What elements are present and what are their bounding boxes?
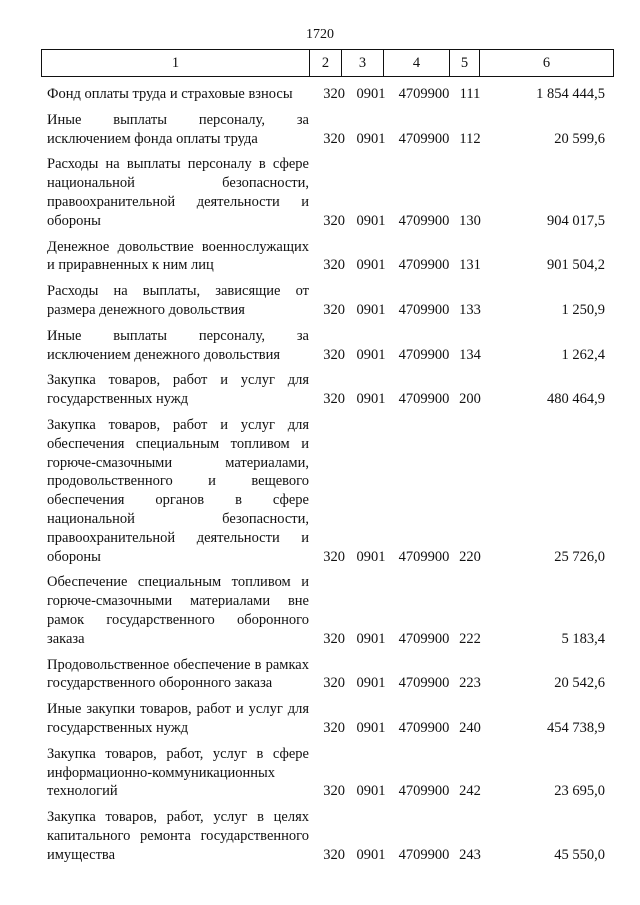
budget-rows bbox=[47, 78, 607, 864]
row-target-code: 4709900 bbox=[398, 130, 450, 147]
row-admin-code: 320 bbox=[323, 86, 345, 102]
table-row bbox=[47, 745, 607, 801]
row-section-code: 0901 bbox=[356, 346, 386, 363]
table-row bbox=[47, 808, 607, 864]
table-row bbox=[47, 573, 607, 648]
row-section-code: 0901 bbox=[356, 846, 386, 863]
row-admin-code: 320 bbox=[323, 301, 345, 318]
row-amount: 45 550,0 bbox=[554, 846, 605, 863]
row-admin-code: 320 bbox=[323, 346, 345, 363]
page-number: 1720 bbox=[306, 27, 334, 42]
table-row bbox=[47, 155, 607, 230]
table-row bbox=[47, 238, 607, 276]
row-section-code: 0901 bbox=[356, 391, 386, 408]
row-section-code: 0901 bbox=[356, 548, 386, 565]
row-expense-type: 243 bbox=[459, 846, 481, 863]
row-amount: 23 695,0 bbox=[554, 783, 605, 800]
row-admin-code: 320 bbox=[323, 783, 345, 800]
row-target-code: 4709900 bbox=[398, 630, 450, 647]
row-name: Фонд оплаты труда и страховые взносы bbox=[47, 86, 293, 102]
row-admin-code: 320 bbox=[323, 846, 345, 863]
row-admin-code: 320 bbox=[323, 719, 345, 736]
row-amount: 904 017,5 bbox=[547, 212, 605, 229]
row-name: Закупка товаров, работ, услуг в целях капитального ремонта государственного имущества bbox=[47, 809, 309, 863]
row-target-code: 4709900 bbox=[398, 86, 450, 102]
row-expense-type: 133 bbox=[459, 301, 481, 318]
table-row bbox=[47, 656, 607, 694]
row-section-code: 0901 bbox=[356, 301, 386, 318]
row-expense-type: 200 bbox=[459, 391, 481, 408]
row-expense-type: 112 bbox=[459, 130, 481, 147]
row-amount: 20 599,6 bbox=[554, 130, 605, 147]
row-target-code: 4709900 bbox=[398, 719, 450, 736]
column-header-5: 5 bbox=[450, 50, 480, 77]
column-header-1: 1 bbox=[42, 50, 310, 77]
column-header-2: 2 bbox=[310, 50, 342, 77]
column-header-3: 3 bbox=[342, 50, 384, 77]
row-target-code: 4709900 bbox=[398, 346, 450, 363]
row-expense-type: 130 bbox=[459, 212, 481, 229]
row-name: Денежное довольствие военнослужащих и приравненных к ним лиц bbox=[47, 238, 309, 274]
row-section-code: 0901 bbox=[356, 257, 386, 274]
row-section-code: 0901 bbox=[356, 86, 386, 102]
row-admin-code: 320 bbox=[323, 675, 345, 692]
row-target-code: 4709900 bbox=[398, 846, 450, 863]
table-row bbox=[47, 282, 607, 320]
table-row bbox=[47, 700, 607, 738]
row-admin-code: 320 bbox=[323, 391, 345, 408]
row-amount: 20 542,6 bbox=[554, 675, 605, 692]
row-target-code: 4709900 bbox=[398, 301, 450, 318]
row-target-code: 4709900 bbox=[398, 783, 450, 800]
row-target-code: 4709900 bbox=[398, 675, 450, 692]
table-row bbox=[47, 85, 607, 104]
row-expense-type: 242 bbox=[459, 783, 481, 800]
row-amount: 1 262,4 bbox=[561, 346, 605, 363]
row-name: Продовольственное обеспечение в рамках государственного оборонного заказа bbox=[47, 656, 309, 692]
table-row bbox=[47, 111, 607, 149]
row-amount: 480 464,9 bbox=[547, 391, 605, 408]
row-amount: 1 854 444,5 bbox=[536, 86, 605, 102]
row-name: Иные закупки товаров, работ и услуг для государственных нужд bbox=[47, 701, 309, 736]
row-admin-code: 320 bbox=[323, 212, 345, 229]
row-name: Иные выплаты персоналу, за исключением денежного довольствия bbox=[47, 327, 309, 363]
table-row bbox=[47, 327, 607, 365]
row-name: Закупка товаров, работ, услуг в сфере информационно-коммуникационных технологий bbox=[47, 745, 309, 800]
row-name: Расходы на выплаты, зависящие от размера денежного довольствия bbox=[47, 283, 309, 318]
row-name: Обеспечение специальным топливом и горюче-смазочными материалами вне рамок государственного оборонного заказа bbox=[47, 574, 309, 647]
row-expense-type: 134 bbox=[459, 346, 481, 363]
row-name: Закупка товаров, работ и услуг для государственных нужд bbox=[47, 372, 309, 408]
row-admin-code: 320 bbox=[323, 548, 345, 565]
table-row bbox=[47, 416, 607, 566]
row-name: Иные выплаты персоналу, за исключением фонда оплаты труда bbox=[47, 111, 309, 147]
row-expense-type: 240 bbox=[459, 719, 481, 736]
table-row bbox=[47, 371, 607, 409]
row-amount: 901 504,2 bbox=[547, 257, 605, 274]
row-amount: 1 250,9 bbox=[561, 301, 605, 318]
row-section-code: 0901 bbox=[356, 630, 386, 647]
row-expense-type: 222 bbox=[459, 630, 481, 647]
row-target-code: 4709900 bbox=[398, 257, 450, 274]
row-amount: 5 183,4 bbox=[561, 630, 605, 647]
row-target-code: 4709900 bbox=[398, 548, 450, 565]
row-admin-code: 320 bbox=[323, 630, 345, 647]
row-amount: 25 726,0 bbox=[554, 548, 605, 565]
row-expense-type: 220 bbox=[459, 548, 481, 565]
column-header-table bbox=[41, 49, 614, 77]
column-header-row bbox=[42, 50, 614, 77]
row-section-code: 0901 bbox=[356, 212, 386, 229]
row-target-code: 4709900 bbox=[398, 391, 450, 408]
row-amount: 454 738,9 bbox=[547, 719, 605, 736]
row-admin-code: 320 bbox=[323, 257, 345, 274]
row-admin-code: 320 bbox=[323, 130, 345, 147]
column-header-6: 6 bbox=[480, 50, 614, 77]
row-section-code: 0901 bbox=[356, 675, 386, 692]
row-expense-type: 111 bbox=[459, 86, 481, 102]
row-expense-type: 131 bbox=[459, 257, 481, 274]
row-section-code: 0901 bbox=[356, 783, 386, 800]
row-section-code: 0901 bbox=[356, 130, 386, 147]
column-header-4: 4 bbox=[384, 50, 450, 77]
row-section-code: 0901 bbox=[356, 719, 386, 736]
row-name: Расходы на выплаты персоналу в сфере национальной безопасности, правоохранительной деятельности и обороны bbox=[47, 156, 309, 229]
row-name: Закупка товаров, работ и услуг для обеспечения специальным топливом и горюче-смазочными материалами, продовольственного и вещевого обеспечения органов в сфере национальной безопасности, правоохранительной деятельности и обороны bbox=[47, 416, 309, 565]
row-expense-type: 223 bbox=[459, 675, 481, 692]
row-target-code: 4709900 bbox=[398, 212, 450, 229]
